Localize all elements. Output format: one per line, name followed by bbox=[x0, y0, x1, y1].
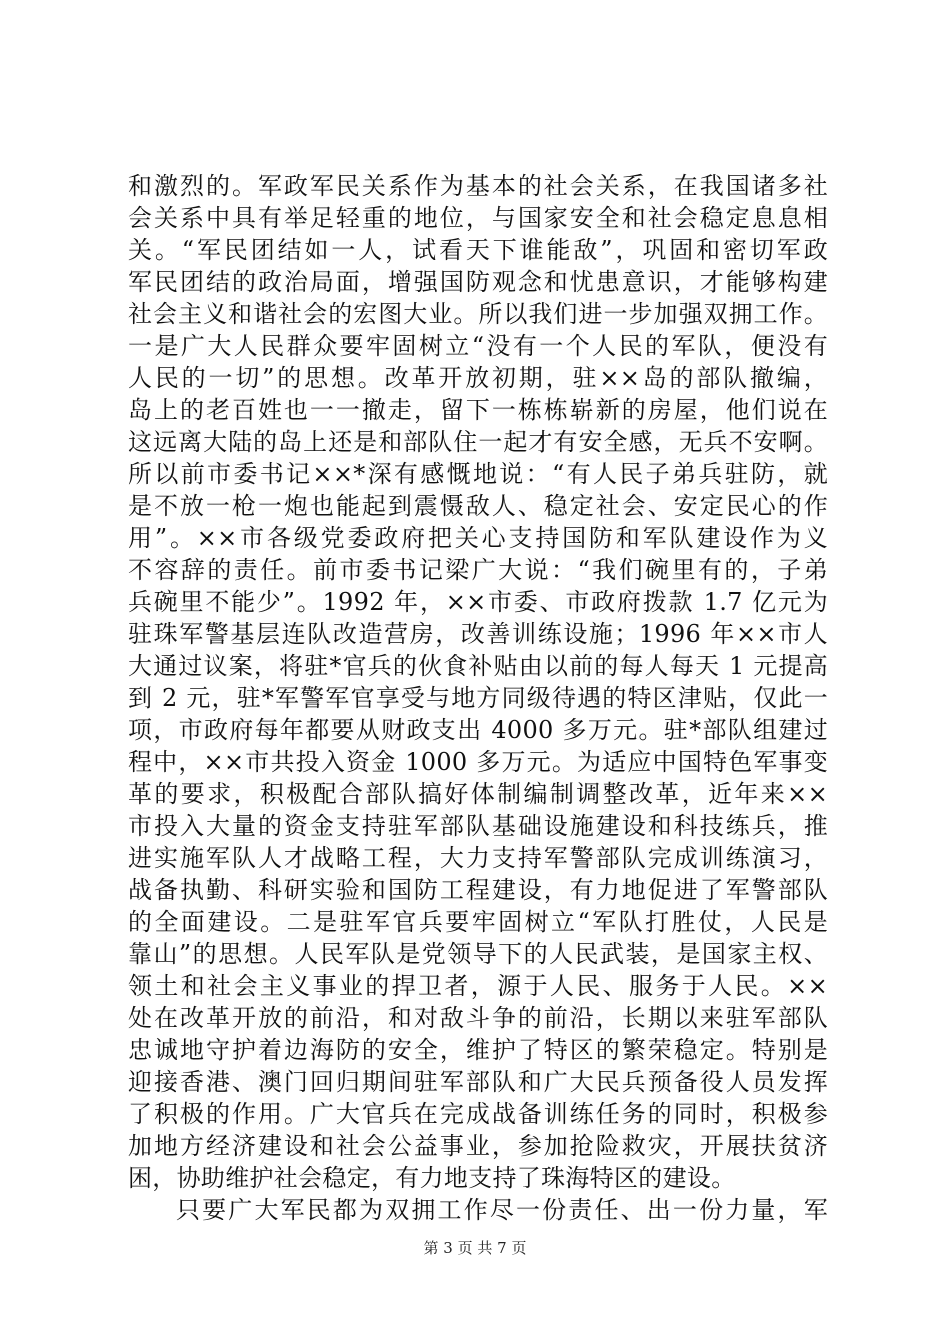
text-line: 了积极的作用。广大官兵在完成战备训练任务的同时，积极参 bbox=[128, 1100, 828, 1128]
text-line: 兵碗里不能少”。1992 年，××市委、市政府拨款 1.7 亿元为 bbox=[128, 588, 828, 616]
text-line: 到 2 元，驻*军警军官享受与地方同级待遇的特区津贴，仅此一 bbox=[128, 684, 828, 712]
text-line: 岛上的老百姓也一一撤走，留下一栋栋崭新的房屋，他们说在 bbox=[128, 396, 828, 424]
text-line: 所以前市委书记××*深有感慨地说：“有人民子弟兵驻防，就 bbox=[128, 460, 828, 488]
text-line: 革的要求，积极配合部队搞好体制编制调整改革，近年来×× bbox=[128, 780, 828, 808]
text-line: 是不放一枪一炮也能起到震慑敌人、稳定社会、安定民心的作 bbox=[128, 492, 828, 520]
text-line: 和激烈的。军政军民关系作为基本的社会关系，在我国诸多社 bbox=[128, 172, 828, 200]
body-text bbox=[128, 170, 828, 1226]
text-line: 进实施军队人才战略工程，大力支持军警部队完成训练演习， bbox=[128, 844, 828, 872]
text-line: 忠诚地守护着边海防的安全，维护了特区的繁荣稳定。特别是 bbox=[128, 1036, 828, 1064]
page-number-footer: 第 3 页 共 7 页 bbox=[423, 1239, 527, 1257]
text-line: 领土和社会主义事业的捍卫者，源于人民、服务于人民。×× bbox=[128, 972, 828, 1000]
text-line: 社会主义和谐社会的宏图大业。所以我们进一步加强双拥工作。 bbox=[128, 300, 828, 328]
text-line: 不容辞的责任。前市委书记梁广大说：“我们碗里有的，子弟 bbox=[128, 556, 828, 584]
text-line: 迎接香港、澳门回归期间驻军部队和广大民兵预备役人员发挥 bbox=[128, 1068, 828, 1096]
text-line: 关。“军民团结如一人，试看天下谁能敌”，巩固和密切军政 bbox=[128, 236, 828, 264]
text-line: 靠山”的思想。人民军队是党领导下的人民武装，是国家主权、 bbox=[128, 940, 828, 968]
text-line: 驻珠军警基层连队改造营房，改善训练设施；1996 年××市人 bbox=[128, 620, 828, 648]
text-line: 只要广大军民都为双拥工作尽一份责任、出一份力量，军 bbox=[176, 1196, 828, 1224]
text-line: 处在改革开放的前沿，和对敌斗争的前沿，长期以来驻军部队 bbox=[128, 1004, 828, 1032]
text-line: 战备执勤、科研实验和国防工程建设，有力地促进了军警部队 bbox=[128, 876, 828, 904]
text-line: 军民团结的政治局面，增强国防观念和忧患意识，才能够构建 bbox=[128, 268, 828, 296]
text-line: 这远离大陆的岛上还是和部队住一起才有安全感，无兵不安啊。 bbox=[128, 428, 828, 456]
text-line: 程中，××市共投入资金 1000 多万元。为适应中国特色军事变 bbox=[128, 748, 828, 776]
text-line: 用”。××市各级党委政府把关心支持国防和军队建设作为义 bbox=[128, 524, 828, 552]
text-line: 人民的一切”的思想。改革开放初期，驻××岛的部队撤编， bbox=[128, 364, 828, 392]
text-line: 大通过议案，将驻*官兵的伙食补贴由以前的每人每天 1 元提高 bbox=[128, 652, 828, 680]
text-line: 的全面建设。二是驻军官兵要牢固树立“军队打胜仗，人民是 bbox=[128, 908, 828, 936]
text-line: 一是广大人民群众要牢固树立“没有一个人民的军队，便没有 bbox=[128, 332, 828, 360]
text-line: 困，协助维护社会稳定，有力地支持了珠海特区的建设。 bbox=[128, 1164, 736, 1192]
text-line: 市投入大量的资金支持驻军部队基础设施建设和科技练兵，推 bbox=[128, 812, 828, 840]
text-line: 加地方经济建设和社会公益事业，参加抢险救灾，开展扶贫济 bbox=[128, 1132, 828, 1160]
text-line: 项，市政府每年都要从财政支出 4000 多万元。驻*部队组建过 bbox=[128, 716, 828, 744]
text-line: 会关系中具有举足轻重的地位，与国家安全和社会稳定息息相 bbox=[128, 204, 828, 232]
